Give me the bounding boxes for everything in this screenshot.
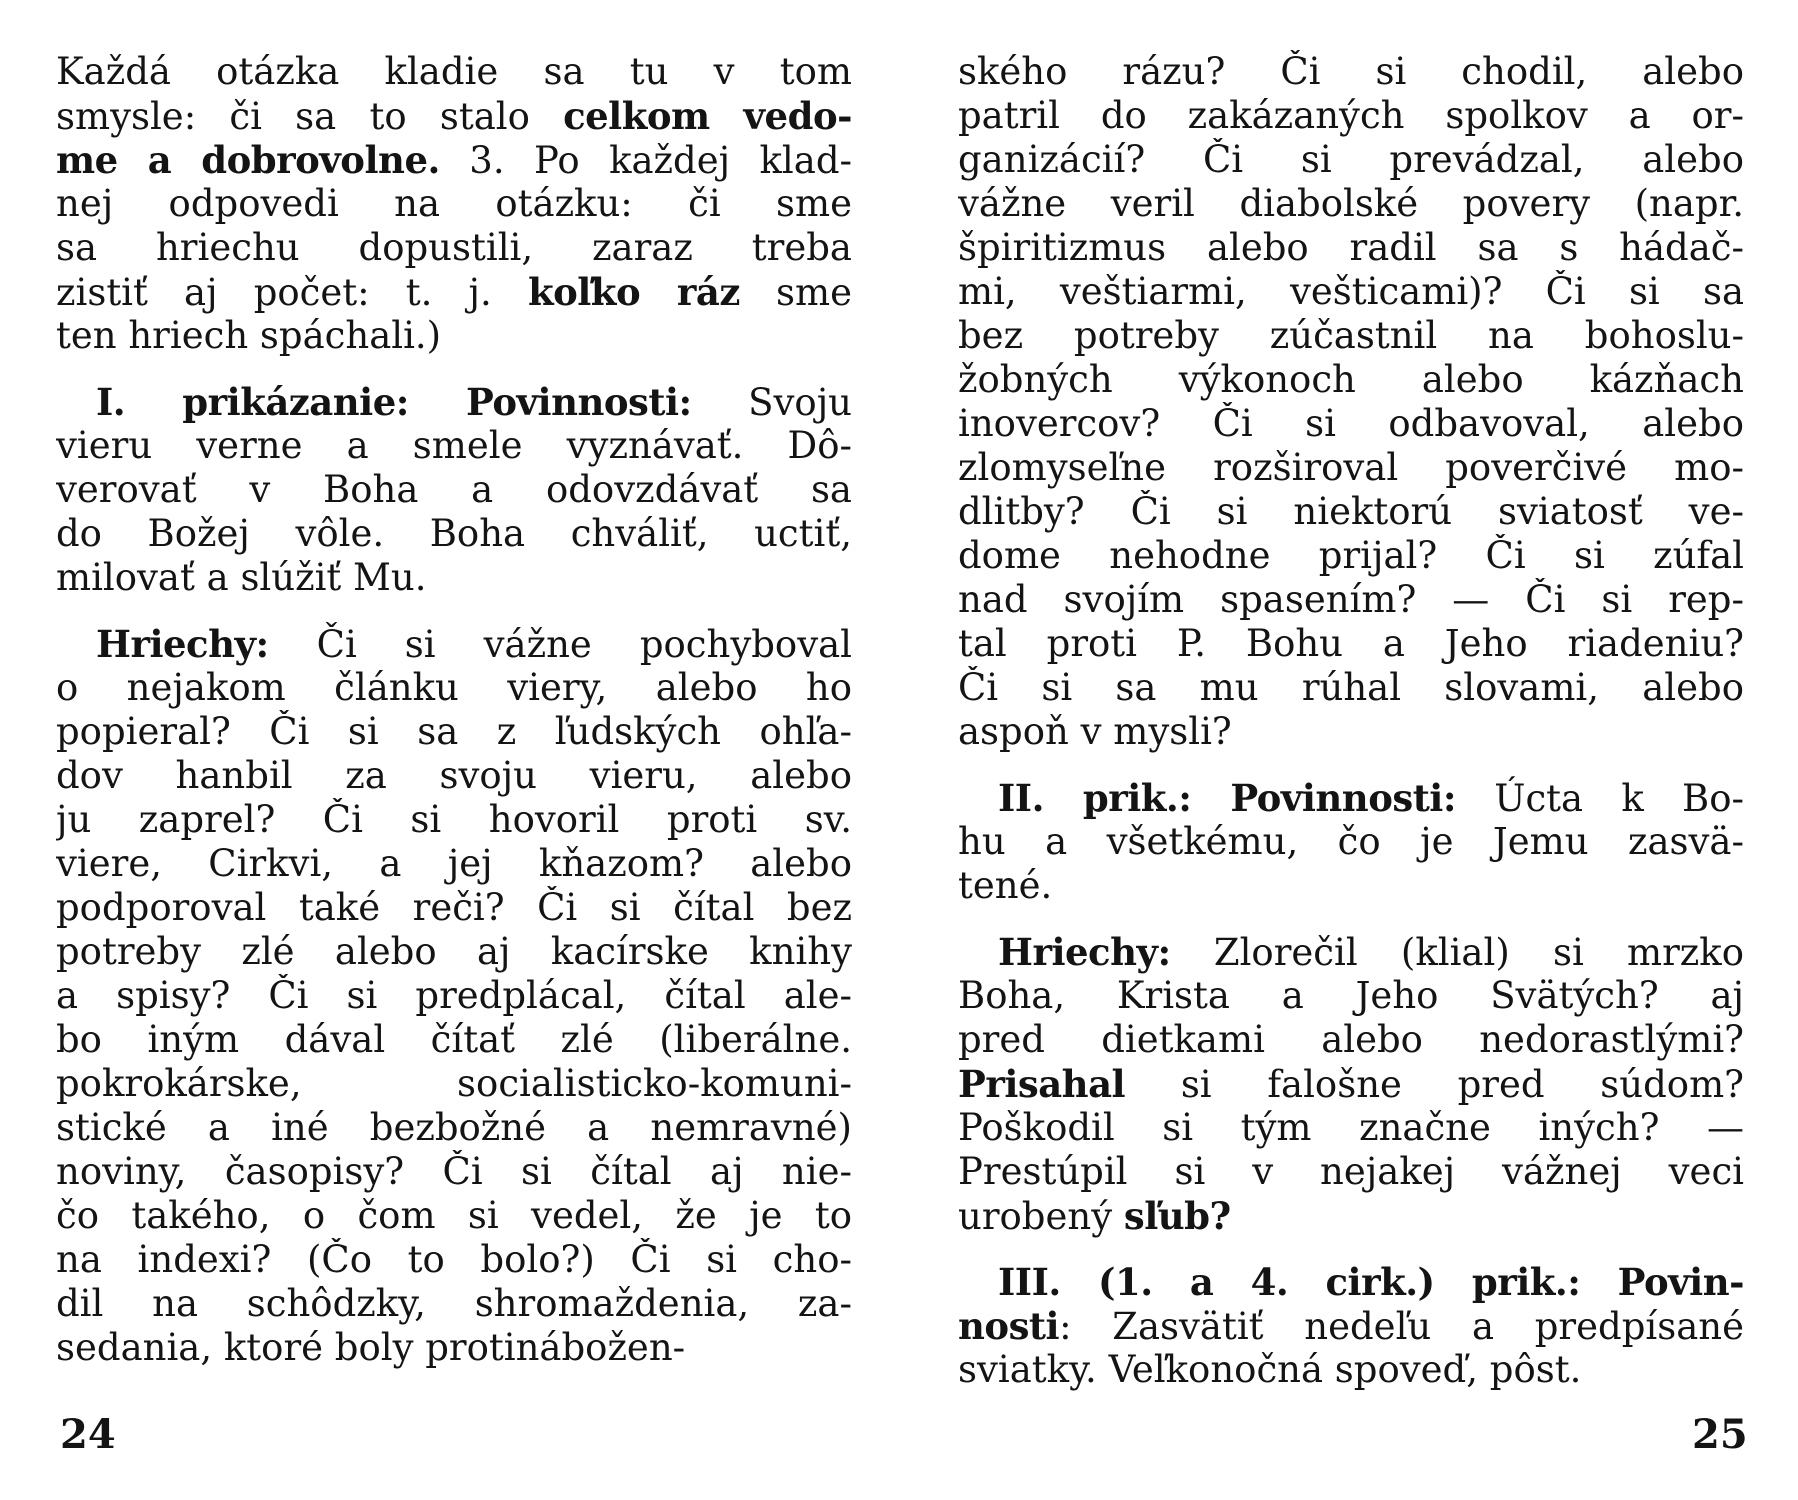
text-run: zistiť aj počet: t. j. <box>56 271 528 314</box>
text-run: bo iným dával čítať zlé (liberálne. <box>56 1018 852 1061</box>
text-line <box>958 622 1744 666</box>
text-line <box>958 1150 1744 1194</box>
bold-text: sľub? <box>1123 1194 1231 1238</box>
text-run: vážne veril diabolské povery (napr. <box>958 182 1744 225</box>
text-run: mi, veštiarmi, vešticami)? Či si sa <box>958 270 1744 313</box>
text-run: Či si sa mu rúhal slovami, alebo <box>958 666 1744 709</box>
text-line <box>958 534 1744 578</box>
text-run: Prestúpil si v nejakej vážnej veci <box>958 1150 1744 1193</box>
text-line <box>958 820 1744 864</box>
text-line <box>958 358 1744 402</box>
text-line <box>56 314 852 358</box>
paragraph-gap <box>56 358 852 380</box>
text-line <box>56 50 852 94</box>
text-run: ten hriech spáchali.) <box>56 314 442 357</box>
bold-text: Hriechy: <box>998 930 1171 974</box>
text-run: dil na schôdzky, shromaždenia, za- <box>56 1282 852 1325</box>
paragraph <box>56 380 852 600</box>
text-run: si falošne pred súdom? <box>1125 1063 1744 1106</box>
paragraph <box>958 50 1744 754</box>
text-line <box>56 1282 852 1326</box>
text-line <box>958 710 1744 754</box>
text-line <box>56 94 852 138</box>
text-run: podporoval také reči? Či si čítal bez <box>56 886 852 929</box>
text-line <box>958 1062 1744 1106</box>
text-line <box>958 490 1744 534</box>
paragraph <box>958 930 1744 1238</box>
text-line <box>958 182 1744 226</box>
text-line <box>958 864 1744 908</box>
text-run: dome nehodne prijal? Či si zúfal <box>958 534 1744 577</box>
text-line <box>56 182 852 226</box>
text-run: sme <box>739 271 852 314</box>
text-line <box>56 1326 852 1370</box>
paragraph-gap <box>958 1238 1744 1260</box>
paragraph <box>958 1260 1744 1392</box>
text-run: bez potreby zúčastnil na bohoslu- <box>958 314 1744 357</box>
text-run: potreby zlé alebo aj kacírske knihy <box>56 930 852 973</box>
text-line <box>958 50 1744 94</box>
bold-text: I. prikázanie: Povinnosti: <box>96 380 692 424</box>
text-run: Každá otázka kladie sa tu v tom <box>56 50 852 93</box>
text-run: patril do zakázaných spolkov a or- <box>958 94 1744 137</box>
text-run: 3. Po každej klad- <box>439 139 852 182</box>
text-run: : Zasvätiť nedeľu a predpísané <box>1059 1305 1744 1348</box>
text-run: hu a všetkému, čo je Jemu zasvä- <box>958 820 1744 863</box>
text-line <box>56 1062 852 1106</box>
text-line <box>56 798 852 842</box>
text-run: tal proti P. Bohu a Jeho riadeniu? <box>958 622 1744 665</box>
text-run: vieru verne a smele vyznávať. Dô- <box>56 424 852 467</box>
text-run: špiritizmus alebo radil sa s hádač- <box>958 226 1744 269</box>
left-page <box>56 50 852 1370</box>
text-line <box>56 380 852 424</box>
text-line <box>958 974 1744 1018</box>
text-line <box>56 468 852 512</box>
text-line <box>56 842 852 886</box>
text-line <box>958 1260 1744 1304</box>
page-number-left: 24 <box>60 1411 116 1458</box>
paragraph <box>56 50 852 358</box>
text-line <box>958 578 1744 622</box>
text-run: aspoň v mysli? <box>958 710 1232 753</box>
text-run: Poškodil si tým značne iných? — <box>958 1106 1744 1149</box>
text-line <box>958 1106 1744 1150</box>
text-line <box>56 138 852 182</box>
text-run: nad svojím spasením? — Či si rep- <box>958 578 1744 621</box>
text-run: sedania, ktoré boly protinábožen- <box>56 1326 686 1369</box>
paragraph <box>56 622 852 1370</box>
text-line <box>958 1194 1744 1238</box>
text-run: nej odpovedi na otázku: či sme <box>56 182 852 225</box>
text-run: dlitby? Či si niektorú sviatosť ve- <box>958 490 1744 533</box>
text-line <box>56 1106 852 1150</box>
text-run: ganizácií? Či si prevádzal, alebo <box>958 138 1744 181</box>
paragraph-gap <box>958 754 1744 776</box>
text-run: stické a iné bezbožné a nemravné) <box>56 1106 852 1149</box>
text-line <box>56 974 852 1018</box>
text-run: smysle: či sa to stalo <box>56 95 564 138</box>
text-line <box>958 402 1744 446</box>
paragraph-gap <box>958 908 1744 930</box>
right-page <box>958 50 1744 1392</box>
text-line <box>958 226 1744 270</box>
text-run: pred dietkami alebo nedorastlými? <box>958 1018 1744 1061</box>
text-run: pokrokárske, socialisticko-komuni- <box>56 1062 852 1105</box>
text-run: tené. <box>958 864 1053 907</box>
text-run: o nejakom článku viery, alebo ho <box>56 666 852 709</box>
text-line <box>958 776 1744 820</box>
text-line <box>56 930 852 974</box>
text-line <box>958 446 1744 490</box>
text-line <box>958 314 1744 358</box>
text-line <box>56 754 852 798</box>
paragraph <box>958 776 1744 908</box>
text-line <box>56 1018 852 1062</box>
bold-text: II. prik.: Povinnosti: <box>998 776 1457 820</box>
text-line <box>958 1018 1744 1062</box>
text-run: Úcta k Bo- <box>1456 777 1744 820</box>
text-run: viere, Cirkvi, a jej kňazom? alebo <box>56 842 852 885</box>
text-line <box>958 94 1744 138</box>
text-run: ského rázu? Či si chodil, alebo <box>958 50 1744 93</box>
text-run: noviny, časopisy? Či si čítal aj nie- <box>56 1150 852 1193</box>
text-run: Či si vážne pochyboval <box>268 623 852 666</box>
text-run: a spisy? Či si predplácal, čítal ale- <box>56 974 852 1017</box>
text-line <box>958 1348 1744 1392</box>
bold-text: Hriechy: <box>96 622 269 666</box>
text-run: na indexi? (Čo to bolo?) Či si cho- <box>56 1238 852 1281</box>
bold-text: celkom vedo- <box>563 94 852 138</box>
text-line <box>56 666 852 710</box>
text-line <box>56 424 852 468</box>
text-line <box>56 886 852 930</box>
text-run: zlomyseľne rozširoval poverčivé mo- <box>958 446 1744 489</box>
text-line <box>958 930 1744 974</box>
text-run: urobený <box>958 1195 1124 1238</box>
text-line <box>56 1150 852 1194</box>
text-line <box>958 666 1744 710</box>
text-line <box>56 622 852 666</box>
bold-text: koľko ráz <box>527 270 740 314</box>
text-line <box>958 270 1744 314</box>
text-line <box>56 512 852 556</box>
text-run: Zlorečil (klial) si mrzko <box>1170 931 1744 974</box>
text-run: Boha, Krista a Jeho Svätých? aj <box>958 974 1744 1017</box>
paragraph-gap <box>56 600 852 622</box>
text-run: žobných výkonoch alebo kázňach <box>958 358 1744 401</box>
text-run: milovať a slúžiť Mu. <box>56 556 427 599</box>
text-line <box>56 556 852 600</box>
text-run: dov hanbil za svoju vieru, alebo <box>56 754 852 797</box>
text-run: ju zaprel? Či si hovoril proti sv. <box>56 798 852 841</box>
bold-text: me a dobrovolne. <box>56 138 440 182</box>
text-line <box>56 226 852 270</box>
text-run: do Božej vôle. Boha chváliť, uctiť, <box>56 512 852 555</box>
text-line <box>56 270 852 314</box>
text-line <box>958 138 1744 182</box>
text-run: popieral? Či si sa z ľudských ohľa- <box>56 710 852 753</box>
text-line <box>56 1194 852 1238</box>
bold-text: nosti <box>958 1304 1060 1348</box>
text-run: inovercov? Či si odbavoval, alebo <box>958 402 1744 445</box>
text-line <box>958 1304 1744 1348</box>
text-run: čo takého, o čom si vedel, že je to <box>56 1194 852 1237</box>
bold-text: Prisahal <box>958 1062 1126 1106</box>
text-line <box>56 710 852 754</box>
text-run: Svoju <box>691 381 852 424</box>
text-run: sa hriechu dopustili, zaraz treba <box>56 226 852 269</box>
text-line <box>56 1238 852 1282</box>
bold-text: III. (1. a 4. cirk.) prik.: Povin- <box>998 1260 1744 1304</box>
text-run: sviatky. Veľkonočná spoveď, pôst. <box>958 1348 1582 1391</box>
text-run: verovať v Boha a odovzdávať sa <box>56 468 852 511</box>
page-number-right: 25 <box>1692 1411 1748 1458</box>
